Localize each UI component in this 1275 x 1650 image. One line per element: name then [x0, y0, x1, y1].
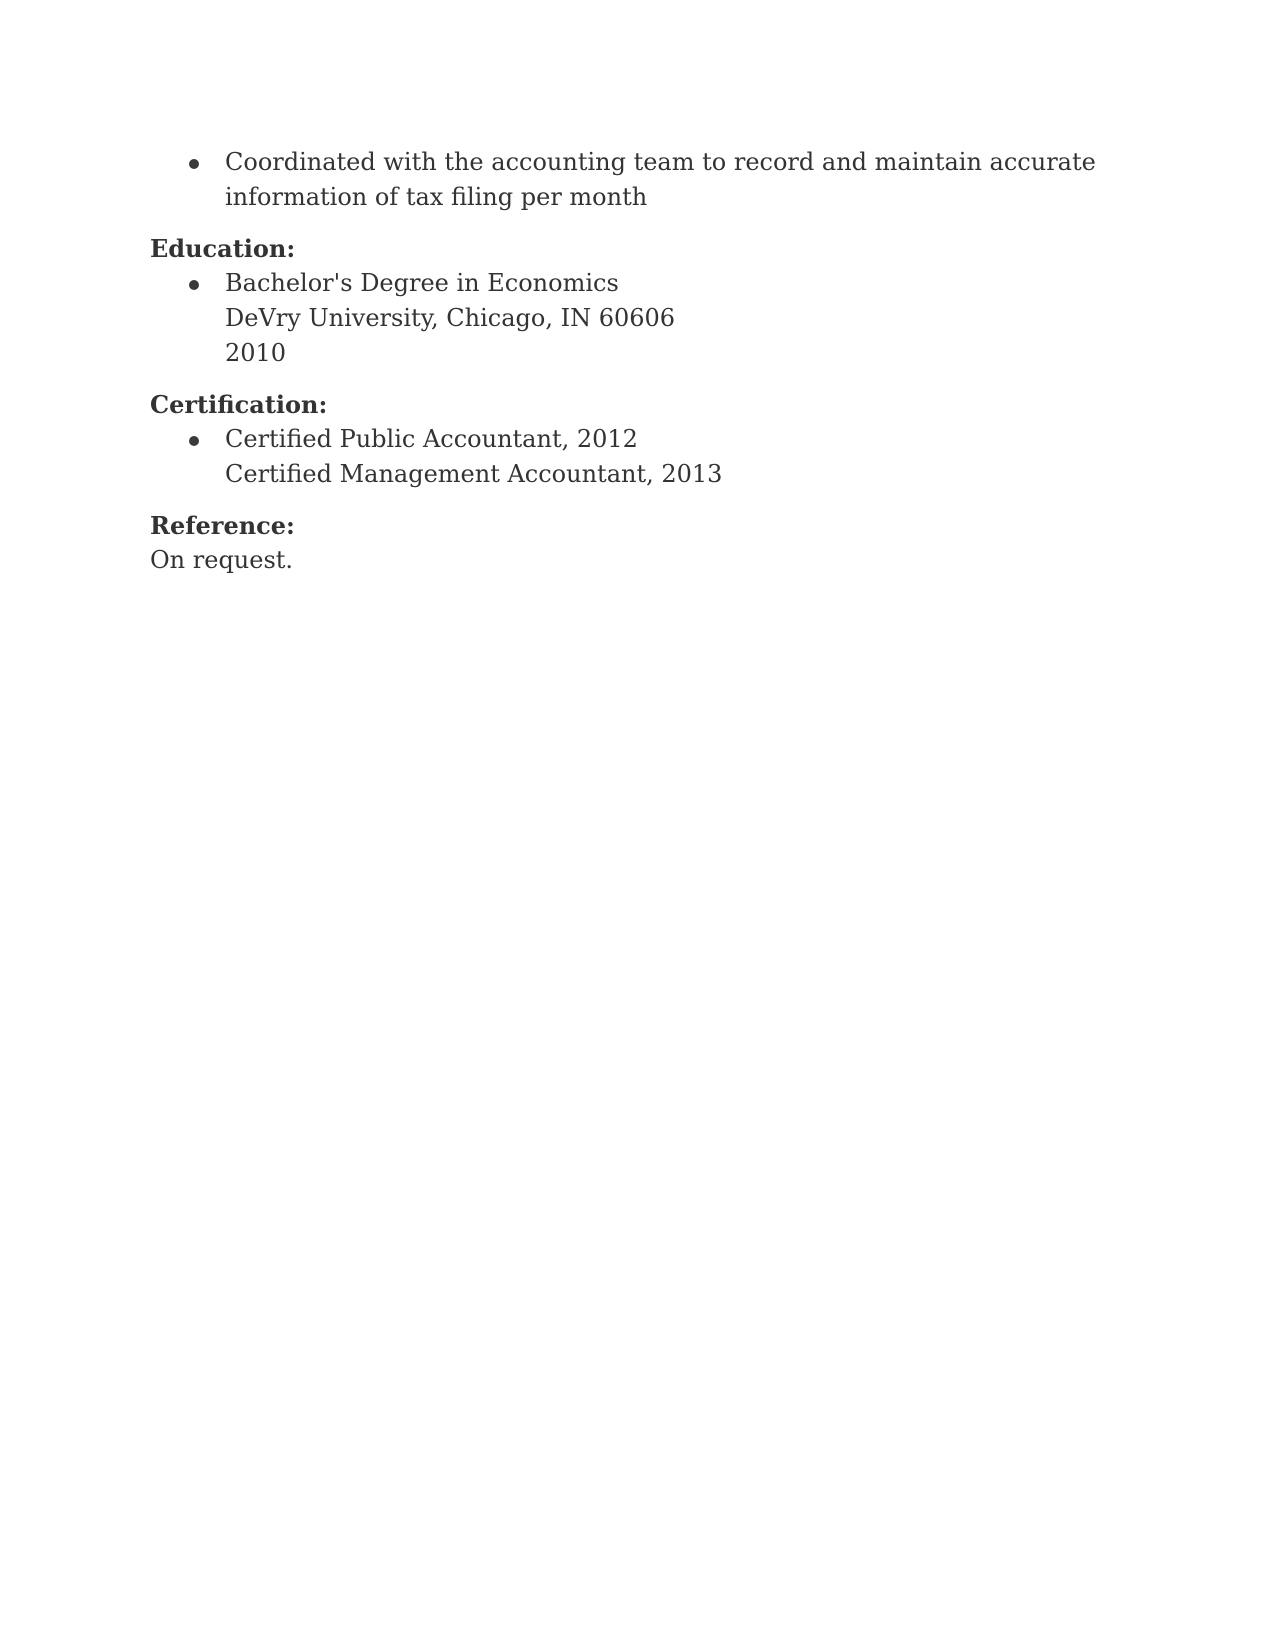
- education-heading: Education:: [150, 234, 296, 263]
- experience-bullet: [150, 145, 1096, 215]
- bullet-icon: [189, 436, 199, 446]
- certification-heading: Certification:: [150, 390, 328, 419]
- reference-heading: Reference:: [150, 511, 295, 540]
- education-degree: Bachelor's Degree in Economics: [225, 269, 619, 297]
- bullet-icon: [189, 280, 199, 290]
- experience-line: Coordinated with the accounting team to record and maintain accurate: [225, 148, 1096, 176]
- reference-text: On request.: [150, 546, 294, 574]
- education-school: DeVry University, Chicago, IN 60606: [225, 304, 676, 332]
- certification-item: Certified Management Accountant, 2013: [225, 460, 723, 488]
- experience-line: information of tax filing per month: [225, 183, 648, 211]
- education-year: 2010: [225, 339, 287, 367]
- education-bullet: [150, 266, 1050, 371]
- certification-bullet: [150, 422, 1050, 492]
- bullet-icon: [189, 159, 199, 169]
- certification-item: Certified Public Accountant, 2012: [225, 425, 638, 453]
- document-page: [150, 145, 1096, 578]
